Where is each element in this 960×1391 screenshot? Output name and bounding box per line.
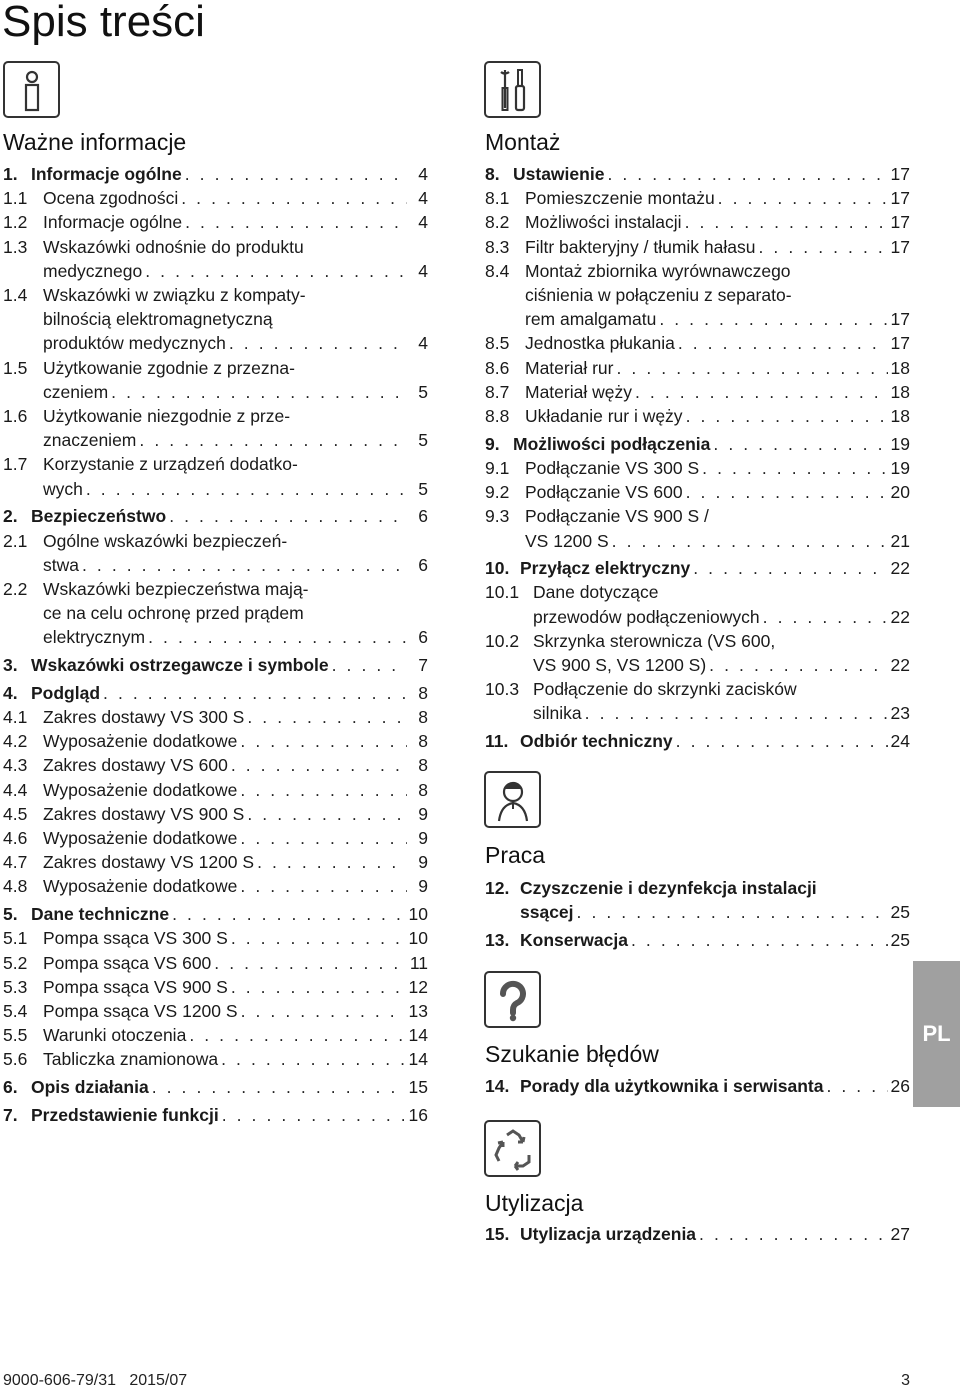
toc-entry-number: 9. bbox=[485, 433, 500, 454]
toc-entry-page: 5 bbox=[418, 381, 428, 402]
toc-entry-number: 1.2 bbox=[3, 212, 28, 233]
toc-entry-number: 10.2 bbox=[485, 630, 520, 651]
toc-entry-number: 4.7 bbox=[3, 852, 28, 873]
toc-entry-title: silnika bbox=[533, 703, 582, 724]
toc-entry-title: Opis działania bbox=[31, 1077, 149, 1098]
toc-entry-number: 9.1 bbox=[485, 457, 510, 478]
toc-entry-number: 15. bbox=[485, 1224, 510, 1244]
toc-entry-number: 12. bbox=[485, 878, 510, 898]
toc-entry bbox=[485, 331, 910, 355]
language-tab: PL bbox=[913, 961, 960, 1107]
toc-leader-dots bbox=[826, 1074, 887, 1098]
toc-entry-number: 5. bbox=[3, 904, 18, 925]
section-heading-wazne: Ważne informacje bbox=[3, 129, 187, 155]
toc-entry bbox=[3, 926, 428, 950]
toc-entry-page: 13 bbox=[408, 1000, 428, 1021]
question-icon bbox=[484, 971, 541, 1028]
toc-entry bbox=[485, 456, 910, 480]
toc-entry-title: Przedstawienie funkcji bbox=[31, 1104, 219, 1125]
toc-entry-page: 4 bbox=[418, 212, 428, 233]
toc-leader-dots bbox=[577, 900, 888, 924]
toc-entry-page: 8 bbox=[418, 731, 428, 752]
toc-entry-page: 8 bbox=[418, 755, 428, 776]
toc-leader-dots bbox=[693, 556, 887, 580]
toc-entry-title: ce na celu ochronę przed prądem bbox=[43, 603, 304, 624]
toc-entry-page: 25 bbox=[890, 902, 910, 923]
toc-leader-dots bbox=[214, 951, 407, 975]
toc-montaz bbox=[485, 162, 910, 753]
toc-entry-title: wych bbox=[43, 478, 83, 499]
toc-entry-number: 4.5 bbox=[3, 803, 28, 824]
toc-entry bbox=[3, 999, 428, 1023]
toc-entry-number: 6. bbox=[3, 1077, 18, 1098]
toc-leader-dots bbox=[635, 380, 888, 404]
toc-praca bbox=[485, 876, 910, 952]
toc-entry-number: 8.2 bbox=[485, 212, 510, 233]
toc-entry bbox=[485, 729, 910, 753]
toc-entry bbox=[485, 210, 910, 234]
toc-leader-dots bbox=[686, 480, 888, 504]
toc-leader-dots bbox=[139, 428, 407, 452]
toc-entry-number: 9.2 bbox=[485, 482, 510, 503]
toc-entry-title: Skrzynka sterownicza (VS 600, bbox=[533, 630, 776, 651]
toc-entry bbox=[3, 210, 428, 234]
toc-entry-number: 1.1 bbox=[3, 188, 28, 209]
section-heading-praca: Praca bbox=[485, 842, 546, 868]
toc-entry-page: 9 bbox=[418, 876, 428, 897]
toc-entry-number: 1.7 bbox=[3, 454, 28, 475]
info-icon bbox=[3, 61, 60, 118]
toc-entry-title: Ustawienie bbox=[513, 164, 605, 184]
toc-entry-title: Pompa ssąca VS 300 S bbox=[43, 928, 228, 949]
document-number: 9000-606-79/31 2015/07 bbox=[3, 1372, 188, 1389]
toc-leader-dots bbox=[607, 162, 887, 186]
toc-entry-number: 8.3 bbox=[485, 236, 510, 257]
toc-entry-title: Czyszczenie i dezynfekcja instalacji bbox=[520, 878, 817, 898]
toc-entry-title: Informacje ogólne bbox=[31, 164, 182, 184]
toc-leader-dots bbox=[676, 729, 888, 753]
toc-entry-page: 4 bbox=[418, 164, 428, 184]
toc-leader-dots bbox=[702, 456, 887, 480]
toc-entry bbox=[485, 504, 910, 552]
toc-entry bbox=[3, 826, 428, 850]
toc-entry-title: Wskazówki w związku z kompaty- bbox=[43, 285, 306, 306]
toc-entry-page: 4 bbox=[418, 260, 428, 281]
toc-entry-title: Użytkowanie zgodnie z przezna- bbox=[43, 357, 295, 378]
toc-entry-title: Pompa ssąca VS 600 bbox=[43, 952, 212, 973]
toc-szukanie bbox=[485, 1074, 910, 1098]
toc-leader-dots bbox=[257, 850, 407, 874]
toc-entry-page: 6 bbox=[418, 554, 428, 575]
toc-entry bbox=[3, 902, 428, 926]
toc-entry-title: stwa bbox=[43, 554, 79, 575]
toc-entry-page: 18 bbox=[890, 357, 910, 378]
toc-entry-page: 5 bbox=[418, 478, 428, 499]
toc-entry bbox=[3, 162, 428, 186]
toc-leader-dots bbox=[247, 802, 407, 826]
toc-entry-page: 23 bbox=[890, 703, 910, 724]
toc-entry-page: 8 bbox=[418, 779, 428, 800]
toc-entry bbox=[3, 729, 428, 753]
toc-leader-dots bbox=[86, 477, 407, 501]
toc-leader-dots bbox=[152, 1075, 406, 1099]
toc-entry-title: Pomieszczenie montażu bbox=[525, 188, 715, 209]
toc-entry bbox=[3, 504, 428, 528]
toc-entry-title: elektrycznym bbox=[43, 627, 146, 648]
toc-entry-title: Konserwacja bbox=[520, 929, 628, 950]
toc-entry bbox=[3, 975, 428, 999]
toc-entry bbox=[3, 186, 428, 210]
toc-entry-page: 9 bbox=[418, 803, 428, 824]
toc-leader-dots bbox=[240, 778, 407, 802]
toc-entry-number: 1.4 bbox=[3, 285, 28, 306]
toc-entry bbox=[485, 556, 910, 580]
toc-entry bbox=[3, 1075, 428, 1099]
toc-entry-page: 8 bbox=[418, 682, 428, 703]
toc-entry-title: Bezpieczeństwo bbox=[31, 506, 167, 527]
toc-entry-number: 8.1 bbox=[485, 188, 510, 209]
toc-entry-number: 4.1 bbox=[3, 706, 28, 727]
toc-entry-page: 6 bbox=[418, 506, 428, 527]
toc-leader-dots bbox=[111, 380, 407, 404]
toc-leader-dots bbox=[169, 504, 407, 528]
toc-entry-page: 16 bbox=[408, 1104, 428, 1125]
toc-entry-number: 2. bbox=[3, 506, 18, 527]
toc-entry-title: Podłączanie VS 600 bbox=[525, 482, 683, 503]
toc-leader-dots bbox=[185, 162, 407, 186]
toc-entry bbox=[485, 162, 910, 186]
toc-leader-dots bbox=[103, 681, 407, 705]
toc-utylizacja bbox=[485, 1222, 910, 1246]
toc-entry-title: Wyposażenie dodatkowe bbox=[43, 731, 238, 752]
toc-entry-number: 2.1 bbox=[3, 530, 28, 551]
toc-leader-dots bbox=[231, 975, 406, 999]
toc-entry-page: 20 bbox=[890, 482, 910, 503]
toc-entry-title: Wskazówki bezpieczeństwa mają- bbox=[43, 578, 309, 599]
toc-entry-page: 22 bbox=[890, 655, 910, 676]
toc-entry-title: Pompa ssąca VS 900 S bbox=[43, 976, 228, 997]
toc-entry-title: Montaż zbiornika wyrównawczego bbox=[525, 260, 791, 281]
toc-entry bbox=[485, 235, 910, 259]
toc-leader-dots bbox=[221, 1047, 405, 1071]
toc-entry-title: Materiał rur bbox=[525, 357, 614, 378]
toc-entry bbox=[3, 577, 428, 650]
toc-entry bbox=[3, 356, 428, 404]
toc-entry-number: 1.5 bbox=[3, 357, 28, 378]
toc-entry bbox=[485, 259, 910, 332]
section-heading-szukanie: Szukanie błędów bbox=[485, 1041, 659, 1067]
toc-entry-page: 8 bbox=[418, 706, 428, 727]
toc-leader-dots bbox=[585, 701, 888, 725]
toc-entry bbox=[485, 629, 910, 677]
toc-entry-page: 14 bbox=[408, 1025, 428, 1046]
toc-entry-title: Filtr bakteryjny / tłumik hałasu bbox=[525, 236, 756, 257]
toc-entry-number: 5.4 bbox=[3, 1000, 28, 1021]
toc-entry bbox=[485, 432, 910, 456]
toc-entry-number: 10.3 bbox=[485, 679, 520, 700]
dentist-icon bbox=[484, 771, 541, 828]
toc-entry-page: 4 bbox=[418, 333, 428, 354]
toc-leader-dots bbox=[148, 625, 407, 649]
toc-entry bbox=[3, 802, 428, 826]
toc-entry-title: Podłączanie VS 900 S / bbox=[525, 506, 709, 527]
toc-entry-title: Przyłącz elektryczny bbox=[520, 558, 691, 579]
toc-entry-number: 8.7 bbox=[485, 381, 510, 402]
toc-entry-page: 17 bbox=[890, 188, 910, 209]
page-number: 3 bbox=[901, 1372, 910, 1389]
toc-entry-title: Utylizacja urządzenia bbox=[520, 1224, 697, 1244]
toc-entry-number: 14. bbox=[485, 1076, 510, 1096]
toc-entry bbox=[3, 778, 428, 802]
toc-entry-page: 25 bbox=[890, 929, 910, 950]
toc-leader-dots bbox=[172, 902, 405, 926]
toc-entry bbox=[3, 283, 428, 356]
toc-entry-number: 5.1 bbox=[3, 928, 28, 949]
toc-entry-number: 10. bbox=[485, 558, 510, 579]
toc-entry-page: 24 bbox=[890, 731, 910, 752]
toc-entry-title: Zakres dostawy VS 600 bbox=[43, 755, 228, 776]
toc-entry-page: 7 bbox=[418, 655, 428, 676]
toc-entry-page: 17 bbox=[890, 236, 910, 257]
toc-entry-page: 27 bbox=[890, 1224, 910, 1244]
toc-leader-dots bbox=[189, 1023, 405, 1047]
toc-entry bbox=[3, 529, 428, 577]
toc-entry-title: Tabliczka znamionowa bbox=[43, 1049, 219, 1070]
toc-leader-dots bbox=[240, 874, 407, 898]
toc-entry-number: 8.8 bbox=[485, 406, 510, 427]
toc-entry bbox=[3, 1023, 428, 1047]
toc-entry bbox=[485, 356, 910, 380]
toc-entry bbox=[485, 380, 910, 404]
toc-entry-title: ssącej bbox=[520, 902, 574, 923]
toc-entry-page: 9 bbox=[418, 827, 428, 848]
toc-entry bbox=[485, 480, 910, 504]
toc-entry-number: 5.5 bbox=[3, 1025, 28, 1046]
toc-entry-page: 11 bbox=[409, 952, 428, 973]
toc-entry-page: 10 bbox=[408, 904, 428, 925]
toc-entry bbox=[3, 1103, 428, 1127]
toc-entry-page: 22 bbox=[890, 606, 910, 627]
toc-leader-dots bbox=[332, 653, 407, 677]
toc-entry-number: 8.6 bbox=[485, 357, 510, 378]
toc-entry-number: 8.5 bbox=[485, 333, 510, 354]
toc-entry bbox=[3, 850, 428, 874]
toc-entry-title: medycznego bbox=[43, 260, 143, 281]
recycle-icon bbox=[484, 1120, 541, 1177]
toc-entry-title: Warunki otoczenia bbox=[43, 1025, 187, 1046]
toc-leader-dots bbox=[685, 210, 888, 234]
toc-entry bbox=[3, 235, 428, 283]
toc-entry bbox=[485, 677, 910, 725]
toc-leader-dots bbox=[222, 1103, 406, 1127]
toc-entry-page: 9 bbox=[418, 852, 428, 873]
toc-entry-page: 17 bbox=[890, 164, 910, 184]
toc-entry-title: Możliwości instalacji bbox=[525, 212, 682, 233]
toc-leader-dots bbox=[145, 259, 407, 283]
toc-entry-number: 3. bbox=[3, 655, 18, 676]
toc-entry-number: 5.6 bbox=[3, 1049, 28, 1070]
toc-entry-page: 12 bbox=[408, 976, 428, 997]
toc-entry-title: Korzystanie z urządzeń dodatko- bbox=[43, 454, 298, 475]
toc-entry-number: 8.4 bbox=[485, 260, 510, 281]
toc-entry-title: ciśnienia w połączeniu z separato- bbox=[525, 285, 792, 306]
toc-entry bbox=[3, 1047, 428, 1071]
toc-leader-dots bbox=[612, 529, 888, 553]
toc-entry-page: 17 bbox=[890, 309, 910, 330]
toc-entry bbox=[485, 1222, 910, 1246]
toc-entry bbox=[3, 404, 428, 452]
toc-entry bbox=[485, 876, 910, 924]
toc-entry-page: 18 bbox=[890, 381, 910, 402]
toc-leader-dots bbox=[231, 926, 406, 950]
toc-entry-number: 4. bbox=[3, 682, 18, 703]
section-heading-utylizacja: Utylizacja bbox=[485, 1190, 584, 1216]
toc-entry-title: Zakres dostawy VS 1200 S bbox=[43, 852, 255, 873]
toc-entry-number: 4.8 bbox=[3, 876, 28, 897]
toc-leader-dots bbox=[709, 653, 887, 677]
page-title: Spis treści bbox=[2, 0, 205, 46]
toc-entry bbox=[485, 186, 910, 210]
toc-entry bbox=[3, 874, 428, 898]
toc-entry-title: VS 1200 S bbox=[525, 530, 609, 551]
toc-leader-dots bbox=[185, 210, 407, 234]
toc-entry-page: 5 bbox=[418, 430, 428, 451]
toc-entry-title: rem amalgamatu bbox=[525, 309, 657, 330]
toc-leader-dots bbox=[82, 553, 407, 577]
toc-entry-number: 8. bbox=[485, 164, 500, 184]
toc-entry bbox=[3, 653, 428, 677]
toc-entry-title: Podłączanie VS 300 S bbox=[525, 457, 700, 478]
toc-leader-dots bbox=[181, 186, 407, 210]
toc-entry bbox=[485, 580, 910, 628]
toc-leader-dots bbox=[678, 331, 888, 355]
toc-entry-page: 19 bbox=[890, 457, 910, 478]
toc-entry bbox=[485, 404, 910, 428]
toc-entry bbox=[485, 1074, 910, 1098]
toc-entry-title: Wskazówki odnośnie do produktu bbox=[43, 236, 304, 257]
section-heading-montaz: Montaż bbox=[485, 129, 561, 155]
toc-entry-title: Dane dotyczące bbox=[533, 582, 659, 603]
toc-entry-title: Informacje ogólne bbox=[43, 212, 183, 233]
toc-entry-page: 19 bbox=[890, 433, 910, 454]
toc-entry-title: Wyposażenie dodatkowe bbox=[43, 876, 238, 897]
toc-entry-number: 11. bbox=[485, 731, 509, 752]
toc-entry-number: 9.3 bbox=[485, 506, 510, 527]
toc-leader-dots bbox=[713, 432, 887, 456]
toc-entry-number: 7. bbox=[3, 1104, 18, 1125]
toc-leader-dots bbox=[718, 186, 888, 210]
toc-leader-dots bbox=[686, 404, 888, 428]
toc-entry-title: bilnością elektromagnetyczną bbox=[43, 309, 273, 330]
toc-entry-title: Ogólne wskazówki bezpieczeń- bbox=[43, 530, 288, 551]
toc-entry-number: 1. bbox=[3, 164, 18, 184]
toc-entry-title: Użytkowanie niezgodnie z prze- bbox=[43, 406, 291, 427]
toc-entry-title: Odbiór techniczny bbox=[520, 731, 673, 752]
toc-entry-title: produktów medycznych bbox=[43, 333, 226, 354]
toc-entry-number: 10.1 bbox=[485, 582, 520, 603]
toc-left bbox=[3, 162, 428, 1127]
toc-leader-dots bbox=[617, 356, 888, 380]
toc-entry-page: 26 bbox=[890, 1076, 910, 1096]
toc-entry bbox=[3, 951, 428, 975]
toc-entry-number: 5.2 bbox=[3, 952, 28, 973]
toc-entry-page: 18 bbox=[890, 406, 910, 427]
toc-leader-dots bbox=[659, 307, 887, 331]
toc-entry-title: Wskazówki ostrzegawcze i symbole bbox=[31, 655, 329, 676]
toc-entry-title: Porady dla użytkownika i serwisanta bbox=[520, 1076, 824, 1096]
tools-icon bbox=[484, 61, 541, 118]
toc-entry bbox=[3, 452, 428, 500]
toc-entry-page: 14 bbox=[408, 1049, 428, 1070]
toc-leader-dots bbox=[763, 605, 888, 629]
toc-entry-page: 22 bbox=[890, 558, 910, 579]
toc-entry-title: Podłączenie do skrzynki zacisków bbox=[533, 679, 797, 700]
toc-leader-dots bbox=[231, 753, 407, 777]
toc-entry-number: 1.6 bbox=[3, 406, 28, 427]
toc-entry bbox=[3, 681, 428, 705]
toc-entry-title: przewodów podłączeniowych bbox=[533, 606, 760, 627]
toc-leader-dots bbox=[240, 826, 407, 850]
toc-entry-title: Możliwości podłączenia bbox=[513, 433, 711, 454]
toc-entry-number: 4.4 bbox=[3, 779, 28, 800]
toc-leader-dots bbox=[241, 999, 406, 1023]
toc-entry-page: 17 bbox=[890, 212, 910, 233]
toc-entry-title: Podgląd bbox=[31, 682, 101, 703]
toc-entry-number: 4.3 bbox=[3, 755, 28, 776]
toc-leader-dots bbox=[699, 1222, 887, 1246]
toc-entry-number: 1.3 bbox=[3, 236, 28, 257]
toc-entry-title: Jednostka płukania bbox=[525, 333, 675, 354]
toc-entry-title: Dane techniczne bbox=[31, 904, 170, 925]
toc-leader-dots bbox=[229, 331, 407, 355]
toc-entry-number: 5.3 bbox=[3, 976, 28, 997]
toc-entry-title: Ocena zgodności bbox=[43, 188, 179, 209]
toc-entry-page: 21 bbox=[890, 530, 910, 551]
toc-entry-number: 4.6 bbox=[3, 827, 28, 848]
toc-entry bbox=[485, 928, 910, 952]
toc-entry-title: Pompa ssąca VS 1200 S bbox=[43, 1000, 238, 1021]
toc-entry-page: 15 bbox=[408, 1077, 428, 1098]
toc-entry-title: Wyposażenie dodatkowe bbox=[43, 827, 238, 848]
toc-entry-number: 2.2 bbox=[3, 578, 28, 599]
toc-entry-title: czeniem bbox=[43, 381, 109, 402]
toc-entry-title: Zakres dostawy VS 300 S bbox=[43, 706, 245, 727]
toc-entry-page: 4 bbox=[418, 188, 428, 209]
toc-entry-title: Zakres dostawy VS 900 S bbox=[43, 803, 245, 824]
toc-entry-page: 10 bbox=[408, 928, 428, 949]
toc-entry-number: 13. bbox=[485, 929, 510, 950]
toc-entry-title: Układanie rur i węży bbox=[525, 406, 683, 427]
toc-entry-title: znaczeniem bbox=[43, 430, 137, 451]
toc-entry bbox=[3, 753, 428, 777]
toc-entry bbox=[3, 705, 428, 729]
toc-leader-dots bbox=[759, 235, 888, 259]
toc-entry-number: 4.2 bbox=[3, 731, 28, 752]
toc-leader-dots bbox=[240, 729, 407, 753]
toc-leader-dots bbox=[247, 705, 407, 729]
toc-entry-title: Materiał węży bbox=[525, 381, 632, 402]
toc-leader-dots bbox=[631, 928, 888, 952]
toc-entry-title: Wyposażenie dodatkowe bbox=[43, 779, 238, 800]
toc-entry-page: 17 bbox=[890, 333, 910, 354]
toc-entry-page: 6 bbox=[418, 627, 428, 648]
toc-entry-title: VS 900 S, VS 1200 S) bbox=[533, 655, 707, 676]
